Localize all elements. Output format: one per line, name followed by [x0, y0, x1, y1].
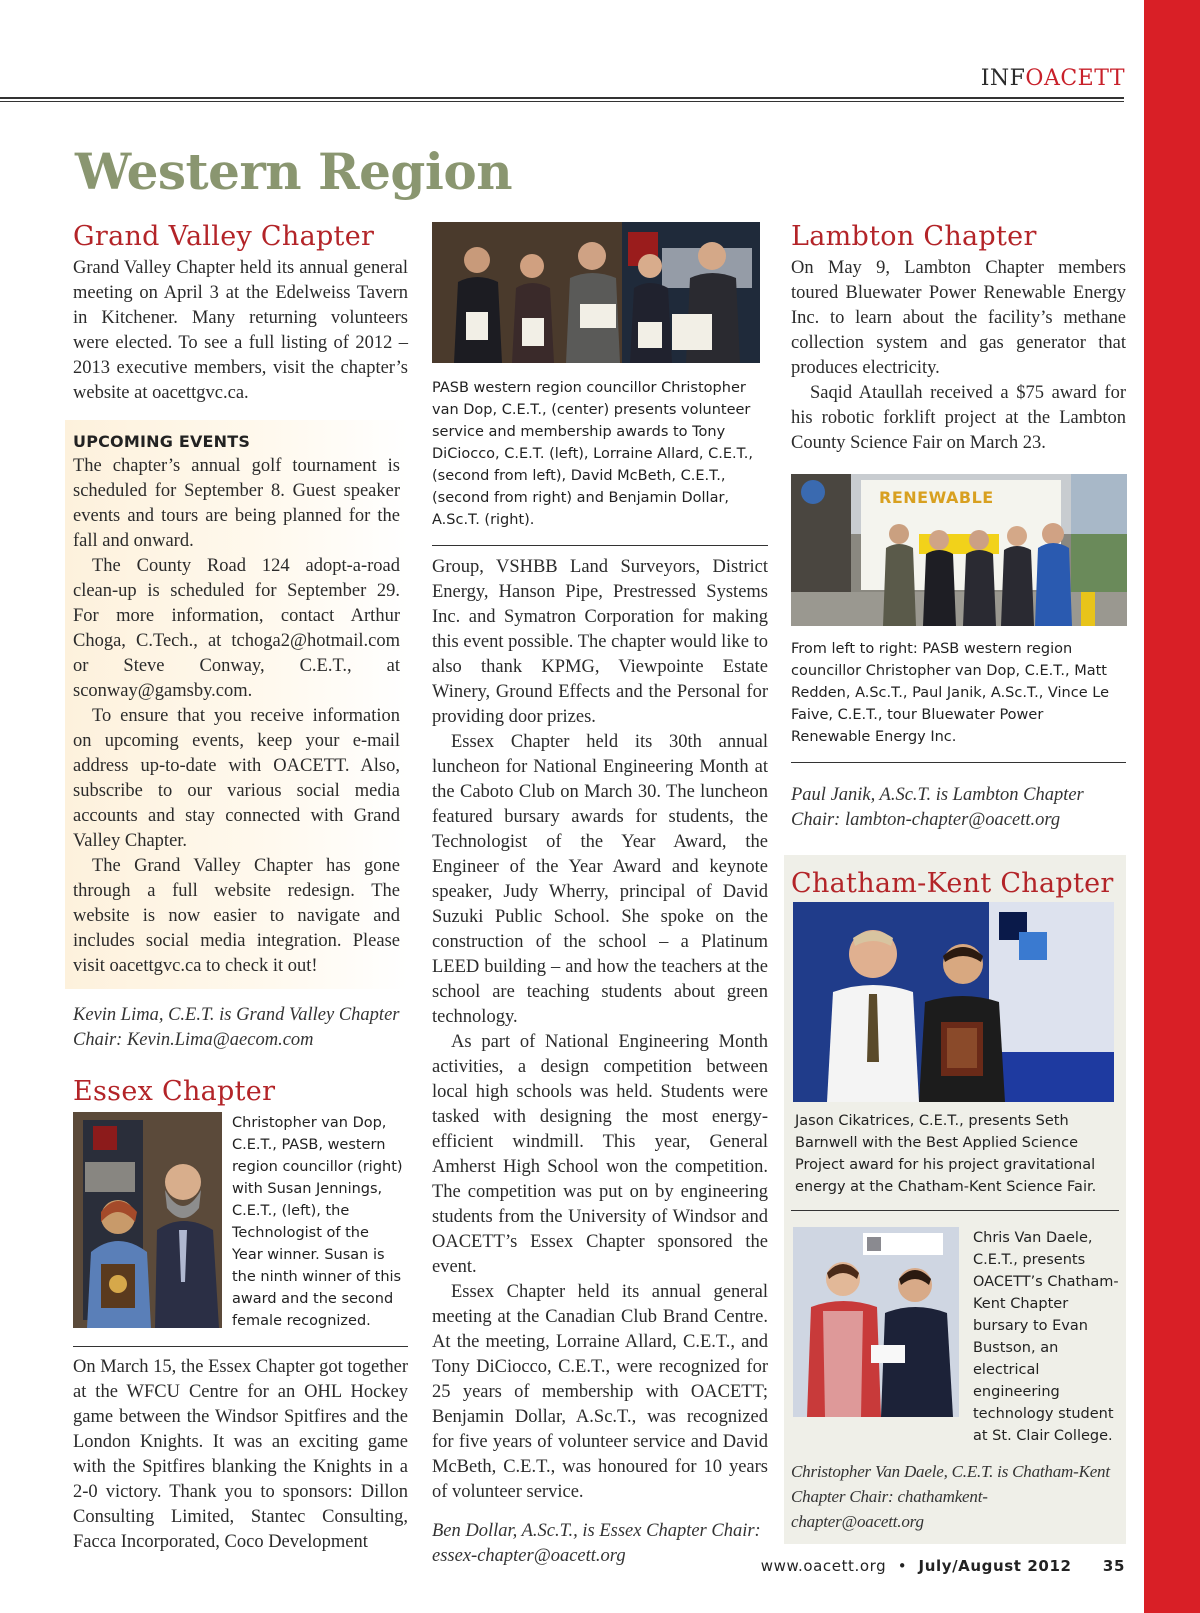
page-number: 35: [1102, 1557, 1125, 1575]
lambton-paragraph: Saqid Ataullah received a $75 award for his robotic forklift project at the Lambton County Science Fair on March 23.: [791, 382, 1126, 453]
events-paragraph: The chapter’s annual golf tournament is scheduled for September 8. Guest speaker events and tours are being planned for the fall and onward.: [73, 455, 400, 551]
lambton-tour-photo: [791, 474, 1127, 626]
chatham-kent-science-fair-photo: [793, 902, 1114, 1102]
essex-paragraph: Essex Chapter held its 30th annual luncheon for National Engineering Month at the Caboto Club on March 30. The luncheon featured bursary awards for students, the Technologist of the Year Award, the Engineer of the Year Award and keynote speaker, Judy Wherry, principal of David Suzuki Public School. She spoke on the construction of the school – a Platinum LEED building – and how the teachers at the school are teaching students about green technology.: [432, 732, 768, 1027]
footer-issue: July/August 2012: [918, 1557, 1072, 1575]
chatham-kent-signature: Christopher Van Daele, C.E.T. is Chatham-Kent Chapter Chair: chathamkent-chapter@oacett.org: [791, 1462, 1110, 1532]
magazine-masthead: INFOACETT: [980, 66, 1125, 91]
column-left: [73, 222, 408, 1555]
divider: [73, 1346, 408, 1347]
essex-paragraph: On March 15, the Essex Chapter got together at the WFCU Centre for an OHL Hockey game between the Windsor Spitfires and the London Knights. It was an exciting game with the Spitfires blanking the Knights in a 2-0 victory. Thank you to sponsors: Dillon Consulting Limited, Stantec Consulting, Facca Incorporated, Coco Development: [73, 1357, 408, 1553]
footer-separator: •: [897, 1557, 908, 1575]
chatham-kent-photo2-caption: Chris Van Daele, C.E.T., presents OACETT’s Chatham-Kent Chapter bursary to Evan Bustson, an electrical engineering technology student at St. Clair College.: [973, 1230, 1119, 1445]
divider: [791, 1210, 1119, 1211]
column-middle: [432, 222, 768, 1569]
essex-paragraph: As part of National Engineering Month activities, a design competition between local high schools was held. Students were tasked with designing the most energy-efficient windmill. This year, General Amherst High School won the competition. The competition was put on by engineering students from the University of Windsor and OACETT’s Essex Chapter sponsored the event.: [432, 1032, 768, 1277]
column-right: [791, 222, 1126, 1544]
lambton-paragraph: On May 9, Lambton Chapter members toured Bluewater Power Renewable Energy Inc. to learn about the facility’s methane collection system and gas generator that produces electricity.: [791, 257, 1126, 378]
essex-photo-caption: Christopher van Dop, C.E.T., PASB, western region councillor (right) with Susan Jennings, C.E.T., (left), the Technologist of the Year winner. Susan is the ninth winner of this award and the second female recognized.: [232, 1115, 403, 1330]
essex-awards-photo: [432, 222, 760, 363]
lambton-photo-caption: From left to right: PASB western region councillor Christopher van Dop, C.E.T., Matt Redden, A.Sc.T., Paul Janik, A.Sc.T., Vince Le Faive, C.E.T., tour Bluewater Power Renewable Energy Inc.: [791, 640, 1109, 745]
grand-valley-signature: Kevin Lima, C.E.T. is Grand Valley Chapter Chair: Kevin.Lima@aecom.com: [73, 1004, 400, 1050]
chatham-kent-bursary-photo: [793, 1227, 959, 1417]
grand-valley-intro: Grand Valley Chapter held its annual general meeting on April 3 at the Edelweiss Tavern in Kitchener. Many returning volunteers were elected. To see a full listing of 2012 – 2013 executive members, visit the chapter’s website at oacettgvc.ca.: [73, 257, 408, 403]
footer-url: www.oacett.org: [760, 1557, 887, 1575]
upcoming-events-box: [65, 420, 408, 989]
masthead-rule: [0, 97, 1124, 102]
divider: [791, 762, 1126, 763]
upcoming-events-heading: UPCOMING EVENTS: [73, 431, 251, 451]
page-footer: [761, 1557, 1125, 1575]
events-paragraph: The County Road 124 adopt-a-road clean-up is scheduled for September 29. For more information, contact Arthur Choga, C.Tech., at tchoga2@hotmail.com or Steve Conway, C.E.T., at sconway@gamsby.com.: [73, 555, 400, 701]
grand-valley-heading: Grand Valley Chapter: [73, 221, 375, 252]
essex-signature: Ben Dollar, A.Sc.T., is Essex Chapter Chair: essex-chapter@oacett.org: [432, 1521, 761, 1566]
essex-paragraph: Group, VSHBB Land Surveyors, District Energy, Hanson Pipe, Prestressed Systems Inc. and Symatron Corporation for making this event possible. The chapter would like to also thank KPMG, Viewpointe Estate Winery, Ground Effects and the Personal for providing door prizes.: [432, 557, 768, 727]
events-paragraph: The Grand Valley Chapter has gone through a full website redesign. The website is now easier to navigate and includes social media integration. Please visit oacettgvc.ca to check it out!: [73, 855, 400, 976]
essex-photo-block: [73, 1112, 408, 1332]
essex-award-photo: [73, 1112, 222, 1328]
chatham-kent-photo1-caption: Jason Cikatrices, C.E.T., presents Seth Barnwell with the Best Applied Science Project award for his project gravitational energy at the Chatham-Kent Science Fair.: [795, 1113, 1097, 1196]
page-edge-bar: [1144, 0, 1200, 1613]
divider: [432, 545, 768, 546]
events-paragraph: To ensure that you receive information on upcoming events, keep your e-mail address up-to-date with OACETT. Also, subscribe to our various social media accounts and stay connected with Grand Valley Chapter.: [73, 705, 400, 851]
renewable-sign-text: RENEWABLE: [879, 487, 994, 507]
region-title: Western Region: [75, 142, 513, 201]
chatham-kent-heading: Chatham-Kent Chapter: [791, 867, 1114, 899]
essex-paragraph: Essex Chapter held its annual general meeting at the Canadian Club Brand Centre. At the meeting, Lorraine Allard, C.E.T., and Tony DiCiocco, C.E.T., were recognized for 25 years of membership with OACETT; Benjamin Dollar, A.Sc.T., was recognized for five years of volunteer service and David McBeth, C.E.T., was honoured for 10 years of volunteer service.: [432, 1282, 768, 1502]
essex-heading: Essex Chapter: [73, 1075, 276, 1107]
chatham-kent-box: [784, 855, 1126, 1545]
chatham-kent-bursary-block: [791, 1227, 1119, 1447]
essex-awards-caption: PASB western region councillor Christopher van Dop, C.E.T., (center) presents volunteer service and membership awards to Tony DiCiocco, C.E.T. (left), Lorraine Allard, C.E.T., (second from left), David McBeth, C.E.T., (second from right) and Benjamin Dollar, A.Sc.T. (right).: [432, 380, 753, 528]
lambton-signature: Paul Janik, A.Sc.T. is Lambton Chapter Chair: lambton-chapter@oacett.org: [791, 784, 1084, 830]
lambton-heading: Lambton Chapter: [791, 221, 1037, 252]
